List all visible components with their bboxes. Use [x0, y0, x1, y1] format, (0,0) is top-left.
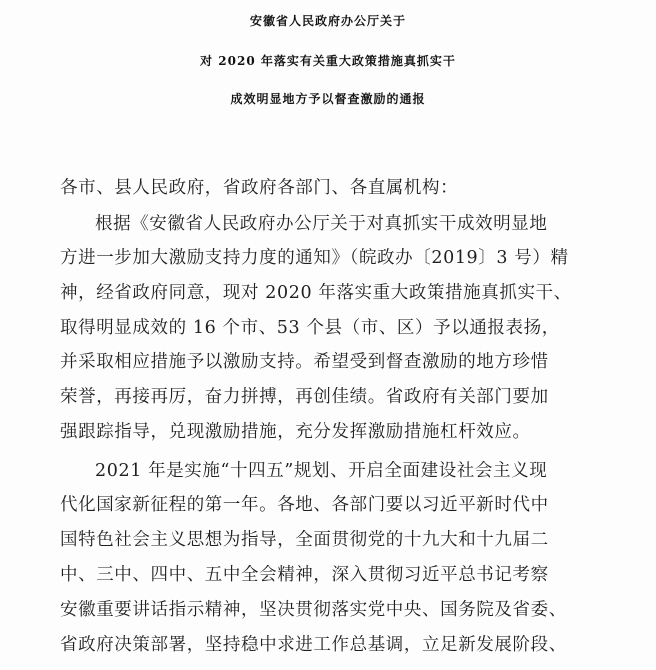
body-line-8: 2021 年是实施“十四五”规划、开启全面建设社会主义现 — [95, 461, 548, 481]
body-line-3: 神，经省政府同意，现对 2020 年落实重大政策措施真抓实干、 — [60, 283, 572, 303]
salutation: 各市、县人民政府，省政府各部门、各直属机构： — [60, 178, 459, 198]
body-line-2: 方进一步加大激励支持力度的通知》（皖政办〔2019〕3 号）精 — [60, 248, 569, 268]
document-title-line-1: 安徽省人民政府办公厅关于 — [249, 14, 406, 28]
body-line-6: 荣誉，再接再厉，奋力拼搏，再创佳绩。省政府有关部门要加 — [60, 387, 549, 407]
document-title-line-2: 对 2020 年落实有关重大政策措施真抓实干 — [200, 54, 456, 68]
body-line-4: 取得明显成效的 16 个市、53 个县（市、区）予以通报表扬， — [60, 318, 560, 338]
body-line-7: 强跟踪指导，兑现激励措施，充分发挥激励措施杠杆效应。 — [60, 422, 531, 442]
body-line-11: 中、三中、四中、五中全会精神，深入贯彻习近平总书记考察 — [60, 565, 549, 585]
body-line-12: 安徽重要讲话指示精神，坚决贯彻落实党中央、国务院及省委、 — [60, 600, 567, 620]
body-line-5: 并采取相应措施予以激励支持。希望受到督查激励的地方珍惜 — [60, 352, 549, 372]
body-line-10: 国特色社会主义思想为指导，全面贯彻党的十九大和十九届二 — [60, 530, 549, 550]
body-line-13: 省政府决策部署，坚持稳中求进工作总基调，立足新发展阶段、 — [60, 635, 567, 655]
body-line-1: 根据《安徽省人民政府办公厅关于对真抓实干成效明显地 — [95, 214, 548, 234]
document-title-line-3: 成效明显地方予以督查激励的通报 — [230, 92, 426, 106]
body-line-9: 代化国家新征程的第一年。各地、各部门要以习近平新时代中 — [60, 495, 549, 515]
